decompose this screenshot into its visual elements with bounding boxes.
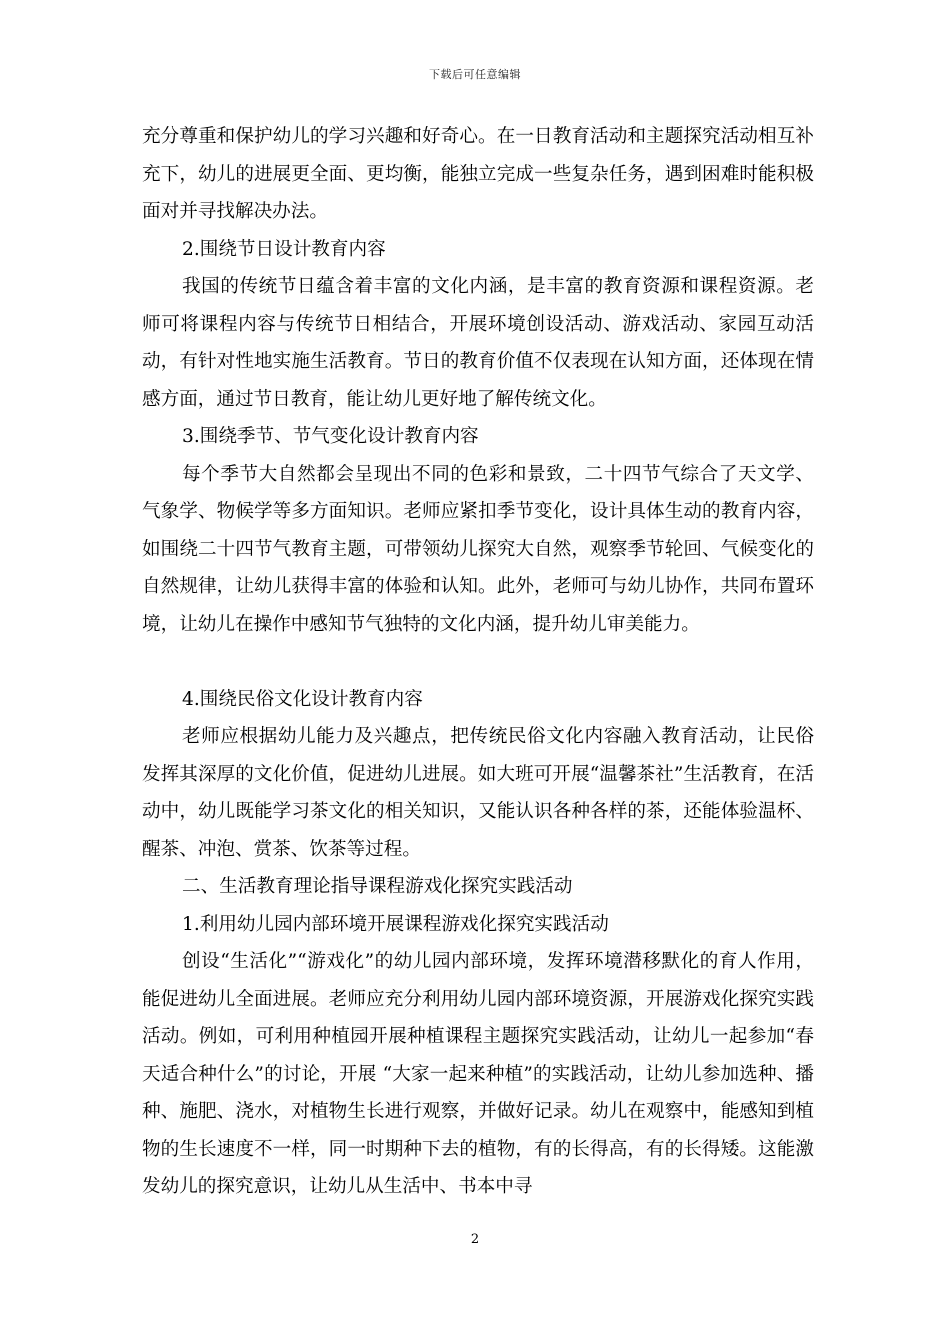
paragraph-spacer (142, 643, 814, 681)
section-heading-part-two: 二、生活教育理论指导课程游戏化探究实践活动 (182, 876, 573, 897)
paragraph-internal-environment: 创设“生活化”“游戏化”的幼儿园内部环境，发挥环境潜移默化的育人作用，能促进幼儿全面进展。老师应充分利用幼儿园内部环境资源，开展游戏化探究实践活动。例如，可利用种植园开展种植课程主题探究实践活动，让幼儿一起参加“春天适合种什么”的讨论，开展 “大家一起来种植”的实践活动，让幼儿参加选种、播种、施肥、浇水，对植物生长进行观察，并做好记录。幼儿在观察中，能感知到植物的生长速度不一样，同一时期种下去的植物，有的长得高，有的长得矮。这能激发幼儿的探究意识，让幼儿从生活中、书本中寻 (142, 951, 814, 1197)
paragraph-seasons: 每个季节大自然都会呈现出不同的色彩和景致，二十四节气综合了天文学、气象学、物候学等多方面知识。老师应紧扣季节变化，设计具体生动的教育内容，如围绕二十四节气教育主题，可带领幼儿探究大自然，观察季节轮回、气候变化的自然规律，让幼儿获得丰富的体验和认知。此外，老师可与幼儿协作，共同布置环境，让幼儿在操作中感知节气独特的文化内涵，提升幼儿审美能力。 (142, 463, 814, 635)
section-heading-holidays: 2.围绕节日设计教育内容 (182, 238, 386, 260)
paragraph-holidays: 我国的传统节日蕴含着丰富的文化内涵，是丰富的教育资源和课程资源。老师可将课程内容与传统节日相结合，开展环境创设活动、游戏活动、家园互动活动，有针对性地实施生活教育。节日的教育价值不仅表现在认知方面，还体现在情感方面，通过节日教育，能让幼儿更好地了解传统文化。 (142, 276, 814, 410)
page-number: 2 (470, 1232, 480, 1247)
document-body (142, 118, 814, 1206)
page-header: 下载后可任意编辑 (429, 68, 521, 81)
section-heading-seasons: 3.围绕季节、节气变化设计教育内容 (182, 426, 479, 447)
paragraph-continuation: 充分尊重和保护幼儿的学习兴趣和好奇心。在一日教育活动和主题探究活动相互补充下，幼儿的进展更全面、更均衡，能独立完成一些复杂任务，遇到困难时能积极面对并寻找解决办法。 (142, 126, 814, 222)
paragraph-folk-culture: 老师应根据幼儿能力及兴趣点，把传统民俗文化内容融入教育活动，让民俗发挥其深厚的文化价值，促进幼儿进展。如大班可开展“温馨茶社”生活教育，在活动中，幼儿既能学习茶文化的相关知识，又能认识各种各样的茶，还能体验温杯、醒茶、冲泡、赏茶、饮茶等过程。 (142, 726, 814, 860)
section-heading-internal-environment: 1.利用幼儿园内部环境开展课程游戏化探究实践活动 (182, 913, 609, 935)
section-heading-folk-culture: 4.围绕民俗文化设计教育内容 (182, 688, 423, 710)
